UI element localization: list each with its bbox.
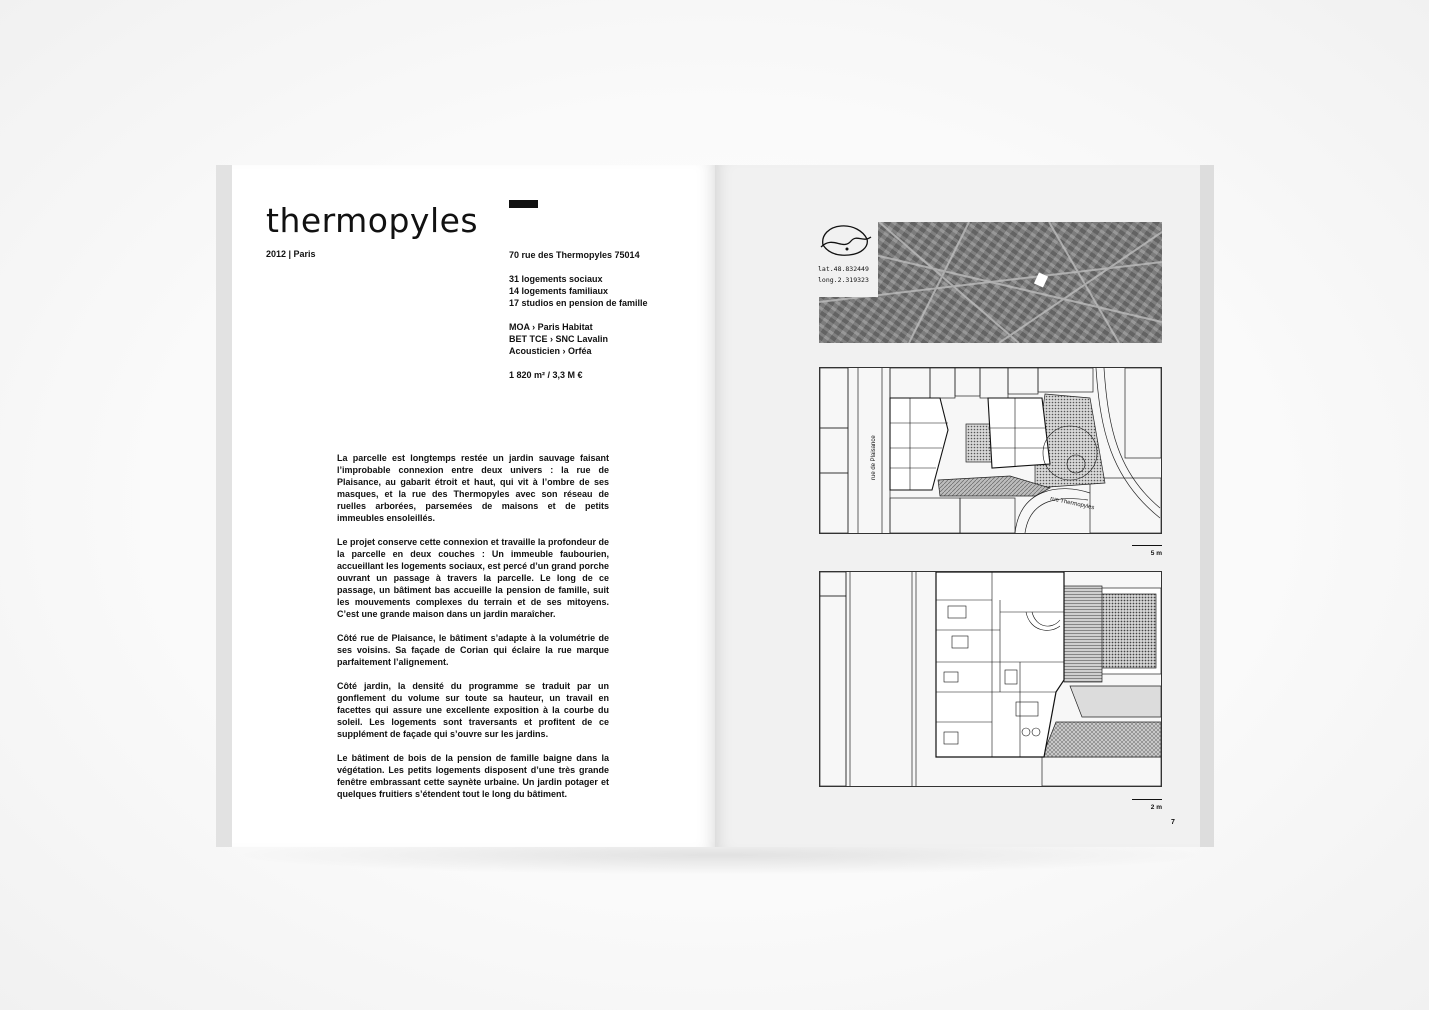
programme-line: 14 logements familiaux (509, 286, 609, 296)
left-page (216, 165, 715, 847)
street-label-thermopyles: rue Thermopyles (1049, 496, 1095, 512)
scale-label: 5 m (1150, 550, 1162, 557)
year-place: 2012 | Paris (266, 249, 316, 259)
site-plan-drawing (820, 368, 1161, 533)
programme-line: 31 logements sociaux (509, 274, 603, 284)
paris-locator (813, 217, 878, 297)
project-info (509, 249, 709, 381)
paragraph: Le projet conserve cette connexion et travaille la profondeur de la parcelle en deux couches : Un immeuble faubourien, accueillant les logements sociaux, est percé d’un grand porche ouvrant un passage à travers la parcelle. Le long de ce passage, un bâtiment bas accueille la pension de famille, suit les mouvements complexes du terrain et de ses mitoyens. C’est une grande maison dans un jardin maraîcher. (337, 537, 609, 619)
page-title: thermopyles (266, 201, 479, 240)
open-booklet (216, 165, 1214, 847)
street-label-plaisance: rue de Plaisance (871, 435, 877, 480)
paragraph: La parcelle est longtemps restée un jardin sauvage faisant l’improbable connexion entre deux univers : la rue de Plaisance, au gabarit étroit et haut, qui vit à l’ombre de ses masques, et la rue des Thermopyles avec son réseau de ruelles arborées, parsemées de maisons et de petits immeubles ensoleillés. (337, 453, 609, 523)
programme-line: 17 studios en pension de famille (509, 298, 648, 308)
floor-plan (819, 571, 1162, 787)
team-line: BET TCE › SNC Lavalin (509, 334, 609, 344)
paris-outline-icon (817, 221, 873, 261)
paragraph: Le bâtiment de bois de la pension de famille baigne dans la végétation. Les petits logements disposent d’une très grande fenêtre embrassant cette saynète urbaine. Un jardin potager et quelques fruitiers s’étendent tout le long du bâtiment. (337, 753, 609, 799)
scale-label: 2 m (1150, 804, 1162, 811)
right-page (715, 165, 1214, 847)
paragraph: Côté jardin, la densité du programme se traduit par un gonflement du volume sur toute sa hauteur, un travail en facettes qui assure une excellente exposition à la courbe du soleil. Les logements sont traversants et profitent de ce supplément de façade qui s’ouvre sur les jardins. (337, 681, 609, 739)
scale-bar-top (1132, 545, 1162, 557)
team-line: Acousticien › Orféa (509, 346, 592, 356)
description-text (337, 452, 609, 812)
team-line: MOA › Paris Habitat (509, 322, 593, 332)
page-number: 7 (1171, 819, 1175, 826)
scale-bar-bottom (1132, 799, 1162, 811)
black-bar-decoration (509, 200, 538, 208)
paragraph: Côté rue de Plaisance, le bâtiment s’adapte à la volumétrie de ses voisins. Sa façade de Corian qui éclaire la rue marque parfaitement l’alignement. (337, 633, 609, 667)
longitude: long.2.319323 (818, 276, 869, 284)
site-plan (819, 367, 1162, 534)
surface-cost: 1 820 m² / 3,3 M € (509, 370, 583, 380)
floor-plan-drawing (820, 572, 1161, 786)
latitude: lat.48.832449 (818, 265, 869, 273)
address: 70 rue des Thermopyles 75014 (509, 250, 640, 260)
